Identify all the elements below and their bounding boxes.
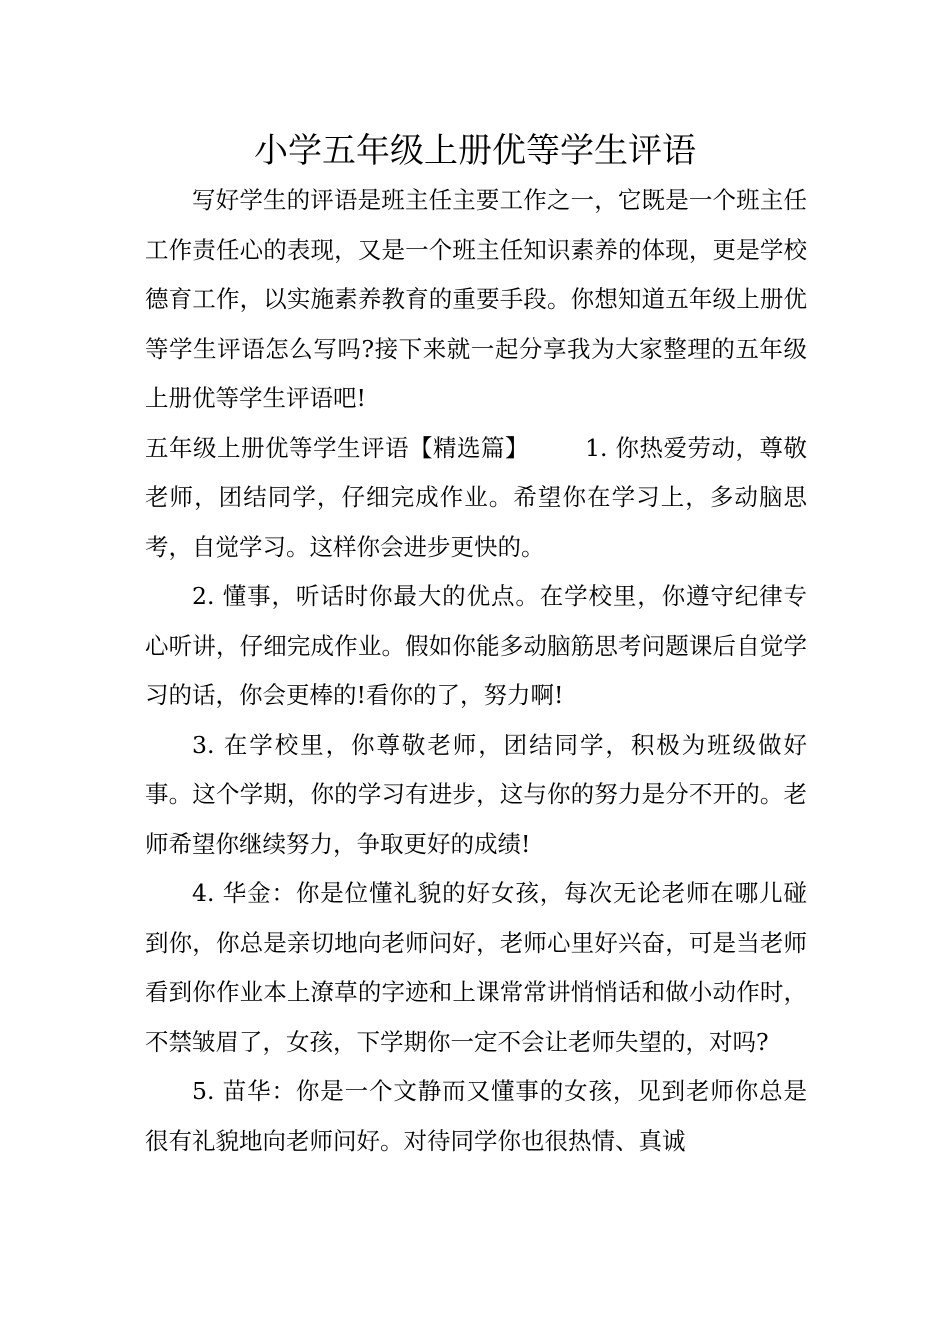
- section-heading: 五年级上册优等学生评语【精选篇】: [145, 433, 530, 462]
- intro-paragraph: 写好学生的评语是班主任主要工作之一，它既是一个班主任工作责任心的表现，又是一个班主任知识素养的体现，更是学校德育工作，以实施素养教育的重要手段。你想知道五年级上册优等学生评语怎么写吗?接下来就一起分享我为大家整理的五年级上册优等学生评语吧!: [145, 186, 807, 412]
- comment-item-4: 4. 华金：你是位懂礼貌的好女孩，每次无论老师在哪儿碰到你，你总是亲切地向老师问好，老师心里好兴奋，可是当老师看到你作业本上潦草的字迹和上课常常讲悄悄话和做小动作时，不禁皱眉了，女孩，下学期你一定不会让老师失望的，对吗?: [145, 879, 807, 1056]
- comment-item-3: 3. 在学校里，你尊敬老师，团结同学，积极为班级做好事。这个学期，你的学习有进步，这与你的努力是分不开的。老师希望你继续努力，争取更好的成绩!: [145, 730, 807, 858]
- document-title: 小学五年级上册优等学生评语: [254, 131, 696, 171]
- section-paragraph: [145, 424, 807, 573]
- comment-item-2: 2. 懂事，听话时你最大的优点。在学校里，你遵守纪律专心听讲，仔细完成作业。假如你能多动脑筋思考问题课后自觉学习的话，你会更棒的!看你的了，努力啊!: [145, 582, 807, 709]
- document-body: [145, 176, 807, 1166]
- comment-item-5: 5. 苗华：你是一个文静而又懂事的女孩，见到老师你总是很有礼貌地向老师问好。对待同学你也很热情、真诚: [145, 1077, 807, 1155]
- comment-item-1: 1. 你热爱劳动，尊敬老师，团结同学，仔细完成作业。希望你在学习上，多动脑思考，自觉学习。这样你会进步更快的。: [145, 433, 807, 561]
